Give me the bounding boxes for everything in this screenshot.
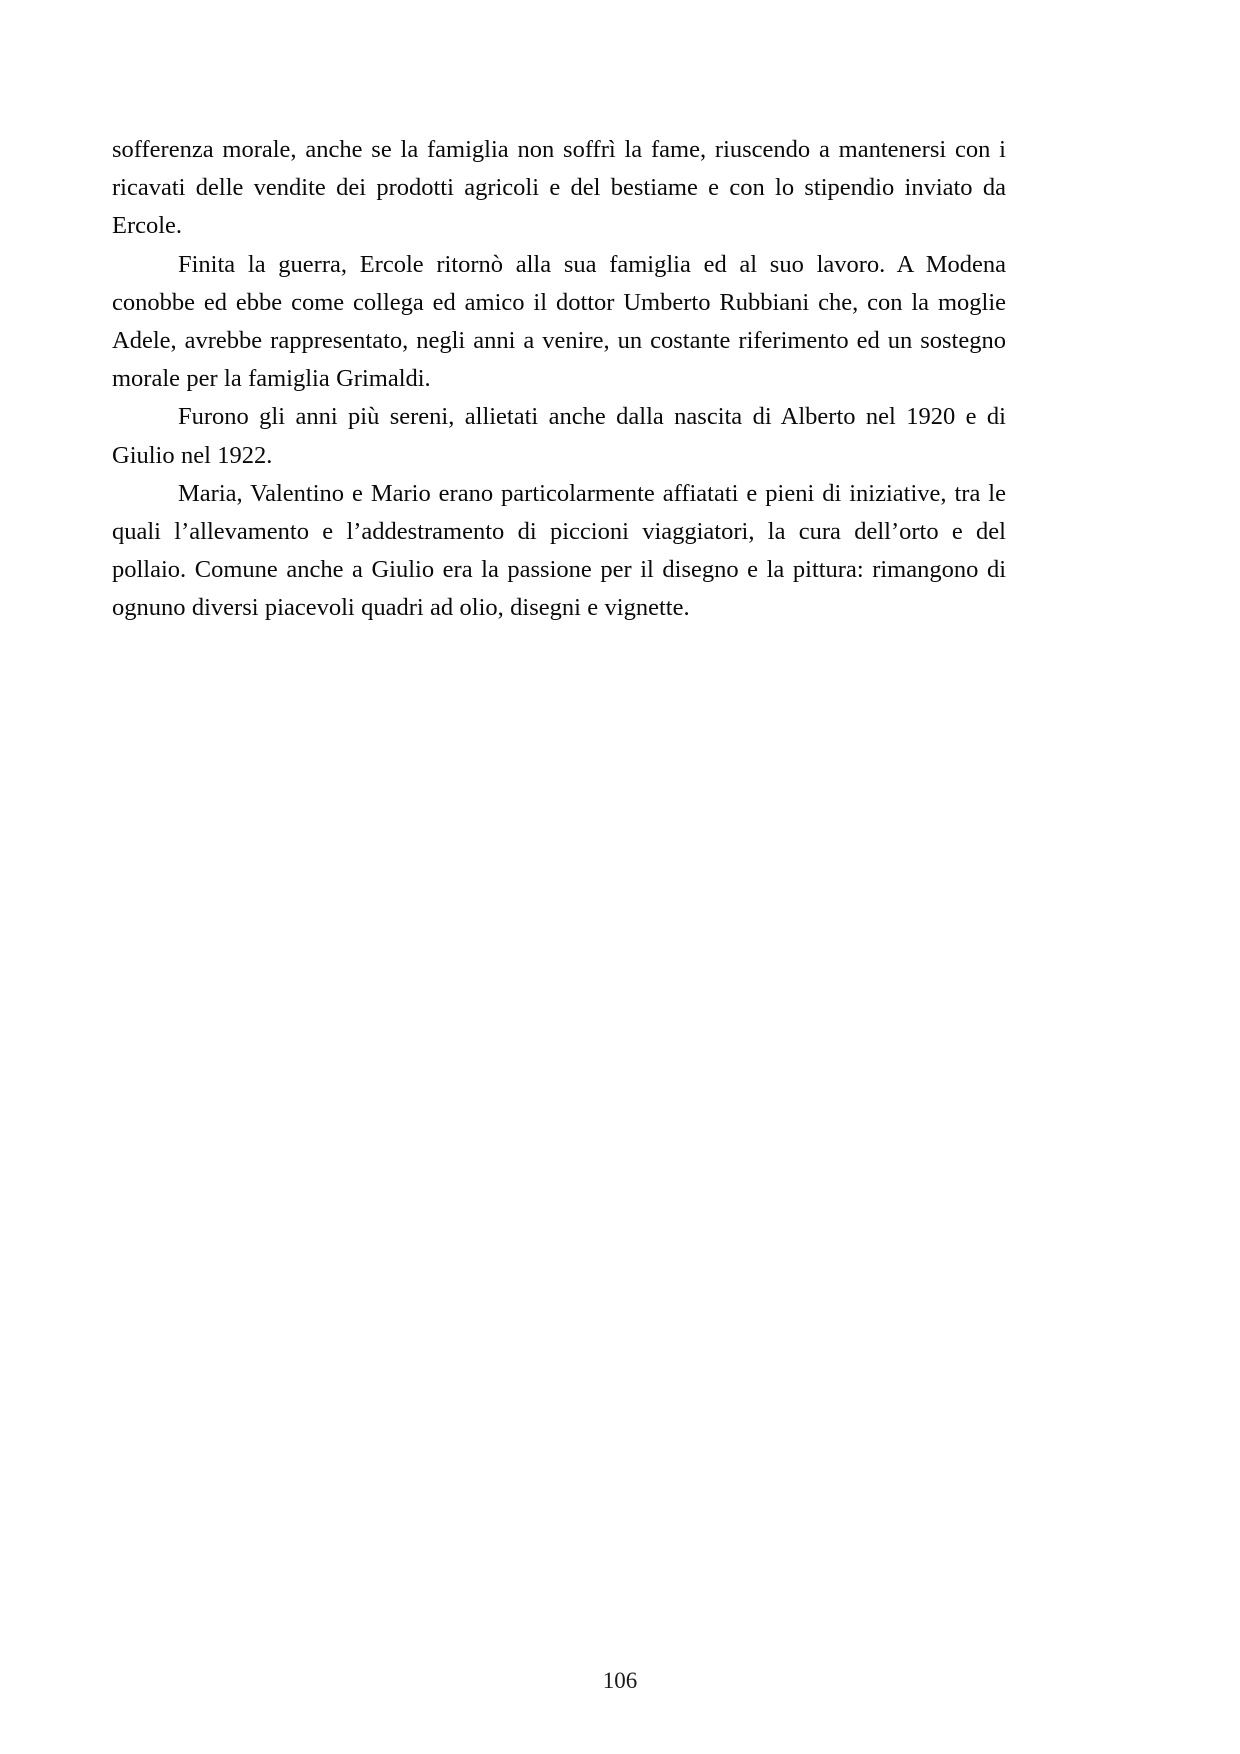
page-number: 106 bbox=[602, 1668, 638, 1693]
paragraph-2: Finita la guerra, Ercole ritornò alla sua famiglia ed al suo lavoro. A Modena conobbe ed ebbe come collega ed amico il dottor Umberto Rubbiani che, con la moglie Adele, avrebbe rappresentato, negli anni a venire, un costante riferimento ed un sostegno morale per la famiglia Grimaldi. bbox=[112, 250, 1006, 393]
paragraph-1: sofferenza morale, anche se la famiglia non soffrì la fame, riuscendo a mantenersi con i ricavati delle vendite dei prodotti agricoli e del bestiame e con lo stipendio inviato da Ercole. bbox=[112, 136, 1006, 240]
page-body-text bbox=[112, 131, 1006, 628]
paragraph-3: Furono gli anni più sereni, allietati anche dalla nascita di Alberto nel 1920 e di Giulio nel 1922. bbox=[112, 403, 1006, 469]
paragraph-4: Maria, Valentino e Mario erano particolarmente affiatati e pieni di iniziative, tra le quali l’allevamento e l’addestramento di piccioni viaggiatori, la cura dell’orto e del pollaio. Comune anche a Giulio era la passione per il disegno e la pittura: rimangono di ognuno diversi piacevoli quadri ad olio, disegni e vignette. bbox=[112, 479, 1006, 622]
